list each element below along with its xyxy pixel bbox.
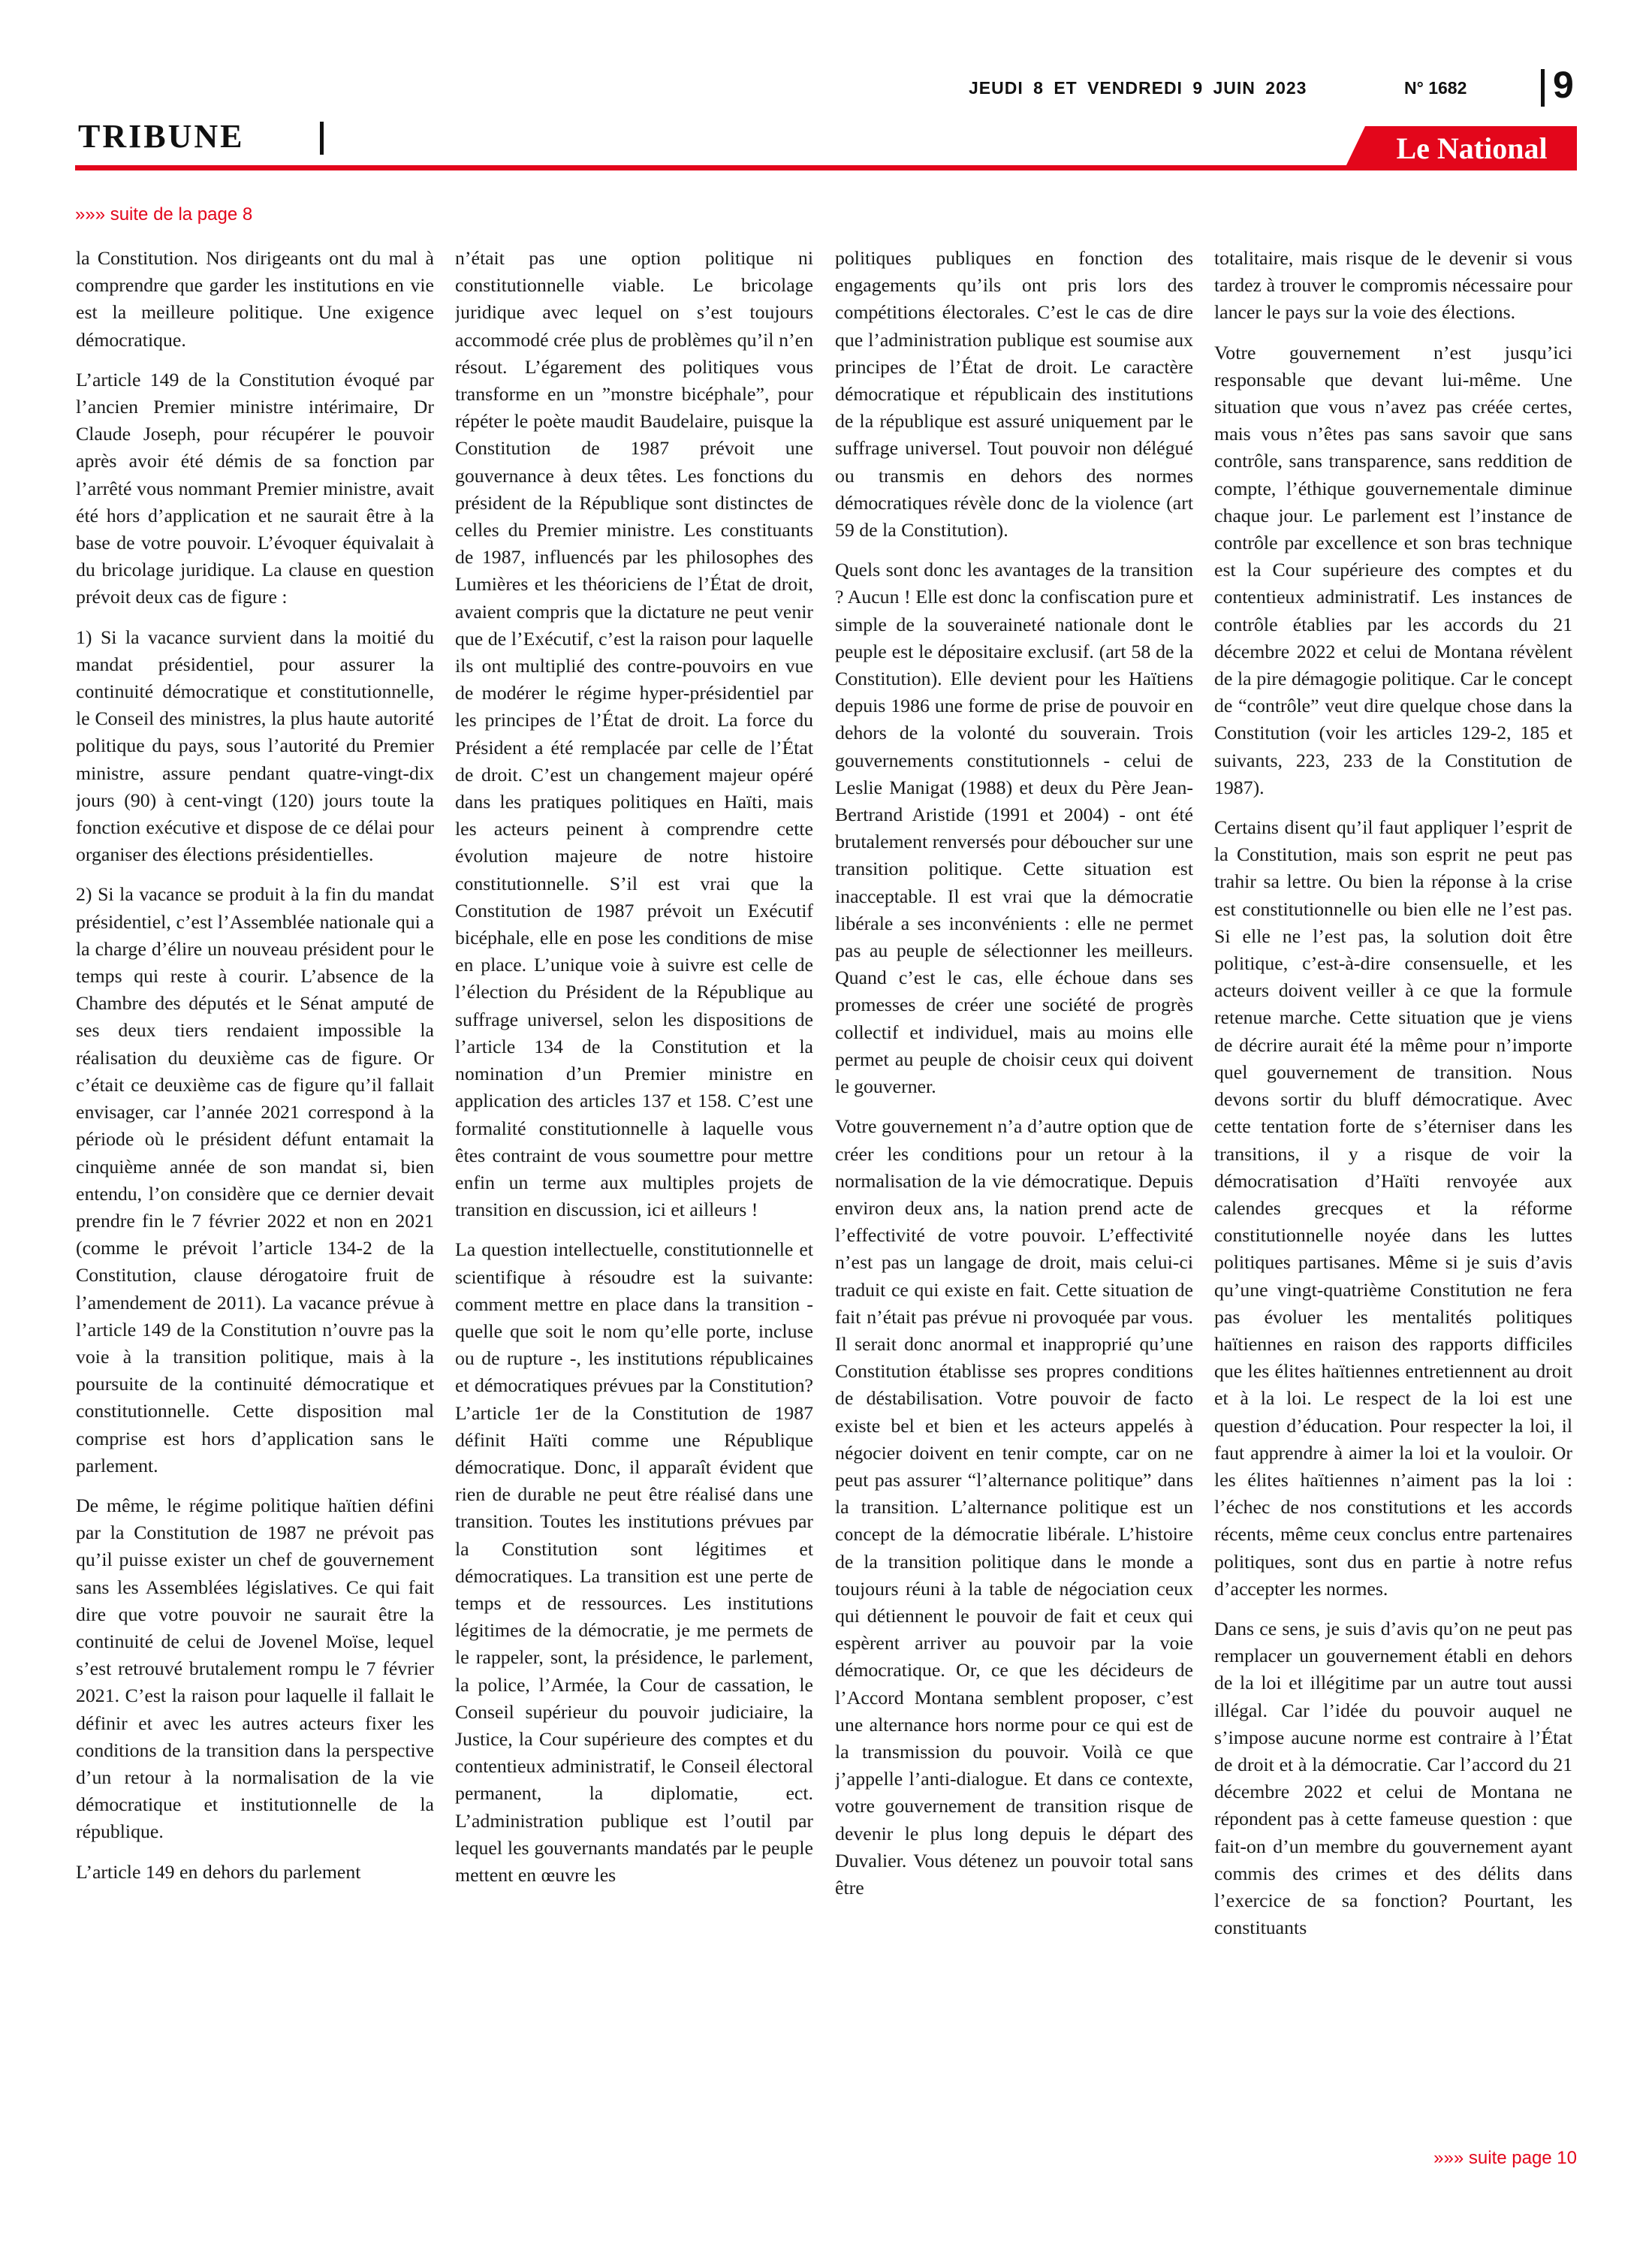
paragraph: L’article 149 en dehors du parlement [76,1860,361,1883]
paragraph: Votre gouvernement n’est jusqu’ici responsable que devant lui-même. Une situation que vous n’avez pas créée certes, mais vous n’êtes pas sans savoir que sans contrôle, sans transparence, sans reddition de compte, l’éthique gouvernementale diminue chaque jour. Le parlement est l’instance de contrôle par excellence et son bras technique est la Cour supérieure des comptes et du contentieux administratif. Les instances de contrôle établies par les accords du 21 décembre 2022 et celui de Montana révèlent de la pire démagogie politique. Car le concept de “contrôle” veut dire quelque chose dans la Constitution (voir les articles 129-2, 185 et suivants, 223, 233 de la Constitution de 1987). [1214,341,1572,798]
paragraph: totalitaire, mais risque de le devenir si vous tardez à trouver le compromis nécessaire pour lancer le pays sur la voie des élections. [1214,247,1572,324]
header-divider [1541,69,1545,107]
paragraph: Certains disent qu’il faut appliquer l’esprit de la Constitution, mais son esprit ne peut pas trahir sa lettre. Ou bien la réponse à la crise est constitutionnelle ou bien elle ne l’est pas. Si elle ne l’est pas, la solution doit être politique, c’est-à-dire consensuelle, et les acteurs doivent veiller à ce que la formule retenue marche. Cette situation que je viens de décrire aurait été la même pour n’importe quel gouvernement de transition. Nous devons sortir du bluff démocratique. Avec cette tentation forte de s’éterniser dans les transitions, il y a risque de voir la démocratisation d’Haïti renvoyée aux calendes grecques et la réforme constitutionnelle noyée dans les luttes politiques partisanes. Même si je suis d’avis qu’une vingt-quatrième Constitution ne fera pas évoluer les mentalités politiques haïtiennes en raison des rapports difficiles que les élites haïtiennes entretiennent au droit et à la loi. Le respect de la loi est une question d’éducation. Pour respecter la loi, il faut apprendre à aimer la loi et la vouloir. Or les élites haïtiennes n’aiment pas la loi : l’échec de nos constitutions et les accords récents, même ceux conclus entre partenaires politiques, sont dus en partie à notre refus d’accepter les normes. [1214,816,1572,1600]
section-title: TRIBUNE [78,118,245,155]
issue-number: N° 1682 [1404,78,1467,98]
paragraph: La question intellectuelle, constitutionnelle et scientifique à résoudre est la suivante: comment mettre en place dans la transition - quelle que soit le nom qu’elle porte, incluse ou de rupture -, les institutions républicaines et démocratiques prévues par la Constitution? L’article 1er de la Constitution de 1987 définit Haïti comme une République démocratique. Donc, il apparaît évident que rien de durable ne peut être réalisé dans une transition. Toutes les institutions prévues par la Constitution sont légitimes et démocratiques. La transition est une perte de temps et de ressources. Les institutions légitimes de la démocratie, je me permets de le rappeler, sont, la présidence, le parlement, la police, l’Armée, la Cour de cassation, le Conseil supérieur du pouvoir judiciaire, la Justice, la Cour supérieure des comptes et du contentieux administratif, le Conseil électoral permanent, la diplomatie, ect. L’administration publique est l’outil par lequel les gouvernants mandatés par le peuple mettent en œuvre les [455,1238,813,1886]
paragraph: politiques publiques en fonction des engagements qu’ils ont pris lors des compétitions électorales. C’est le cas de dire que l’administration publique est soumise aux principes de l’État de droit. Le caractère démocratique et républicain des institutions de la république est assuré uniquement par le suffrage universel. Tout pouvoir non délégué ou transmis en dehors des normes démocratiques révèle donc de la violence (art 59 de la Constitution). [835,247,1193,541]
brand-name: Le National [1396,131,1548,165]
article-column-4 [1214,245,1572,2141]
issue-date: JEUDI 8 ET VENDREDI 9 JUIN 2023 [969,78,1307,98]
section-divider [320,122,324,155]
paragraph: L’article 149 de la Constitution évoqué par l’ancien Premier ministre intérimaire, Dr Claude Joseph, pour récupérer le pouvoir après avoir été démis de sa fonction par l’arrêté vous nommant Premier ministre, avait été hors d’application et ne saurait être à la base de votre pouvoir. L’évoquer équivalait à du bricolage juridique. La clause en question prévoit deux cas de figure : [76,368,434,608]
paragraph: n’était pas une option politique ni constitutionnelle viable. Le bricolage juridique avec lequel on s’est toujours accommodé crée plus de problèmes qu’il n’en résout. L’égarement des politiques vous transforme en un ”monstre bicéphale”, pour répéter le poète maudit Baudelaire, puisque la Constitution de 1987 prévoit une gouvernance à deux têtes. Les fonctions du président de la République sont distinctes de celles du Premier ministre. Les constituants de 1987, influencés par les philosophes des Lumières et les théoriciens de l’État de droit, avaient compris que la dictature ne peut venir que de l’Exécutif, c’est la raison pour laquelle ils ont multiplié des contre-pouvoirs en vue de modérer le régime hyper-présidentiel par les principes de l’État de droit. La force du Président a été remplacée par celle de l’État de droit. C’est un changement majeur opéré dans les pratiques politiques en Haïti, mais les acteurs peinent à comprendre cette évolution majeure de notre histoire constitutionnelle. S’il est vrai que la Constitution de 1987 prévoit un Exécutif bicéphale, elle en pose les conditions de mise en place. L’unique voie à suivre est celle de l’élection du Président de la République au suffrage universel, selon les dispositions de l’article 134 de la Constitution et la nomination d’un Premier ministre en application des articles 137 et 158. C’est une formalité constitutionnelle à laquelle vous êtes contraint de vous soumettre pour mettre enfin un terme aux multiples projets de transition en discussion, ici et ailleurs ! [455,247,813,1221]
continued-from: »»» suite de la page 8 [75,204,253,225]
article-column-3 [835,245,1193,2141]
paragraph: Votre gouvernement n’a d’autre option que de créer les conditions pour un retour à la normalisation de la vie démocratique. Depuis environ deux ans, la nation prend acte de l’effectivité de votre pouvoir. L’effectivité n’est pas un langage de droit, mais celui-ci traduit ce qui existe en fait. Cette situation de fait n’était pas prévue ni provoquée par vous. Il serait donc anormal et inapproprié qu’une Constitution établisse ses propres conditions de déstabilisation. Votre pouvoir de facto existe bel et bien et les acteurs appelés à négocier doivent en tenir compte, car on ne peut pas assurer “l’alternance politique” dans la transition. L’alternance politique est un concept de la démocratie libérale. L’histoire de la transition politique dans le monde a toujours réuni à la table de négociation ceux qui détiennent le pouvoir de fait et ceux qui espèrent arriver au pouvoir par la voie démocratique. Or, ce que les décideurs de l’Accord Montana semblent proposer, c’est une alternance hors norme pour ce qui est de la transmission du pouvoir. Voilà ce que j’appelle l’anti-dialogue. Et dans ce contexte, votre gouvernement de transition risque de devenir le plus long depuis le départ des Duvalier. Vous détenez un pouvoir total sans être [835,1115,1193,1899]
paragraph: De même, le régime politique haïtien défini par la Constitution de 1987 ne prévoit pas qu’il puisse exister un chef de gouvernement sans les Assemblées législatives. Ce qui fait dire que votre pouvoir ne saurait être la continuité de celui de Jovenel Moïse, lequel s’est retrouvé brutalement rompu le 7 février 2021. C’est la raison pour laquelle il fallait le définir et avec les autres acteurs fixer les conditions de la transition dans la perspective d’un retour à la normalisation de la vie démocratique et institutionnelle de la république. [76,1494,434,1843]
paragraph: la Constitution. Nos dirigeants ont du mal à comprendre que garder les institutions en vie est la meilleure politique. Une exigence démocratique. [76,247,434,351]
paragraph: 2) Si la vacance se produit à la fin du mandat présidentiel, c’est l’Assemblée nationale qui a la charge d’élire un nouveau président pour le temps qui reste à courir. L’absence de la Chambre des députés et le Sénat amputé de ses deux tiers rendaient impossible la réalisation du deuxième cas de figure. Or c’était ce deuxième cas de figure qu’il fallait envisager, car l’année 2021 correspond à la période où le président défunt entamait la cinquième année de son mandat si, bien entendu, l’on considère que ce dernier devait prendre fin le 7 février 2022 et non en 2021 (comme le prévoit l’article 134-2 de la Constitution, clause dérogatoire fruit de l’amendement de 2011). La vacance prévue à l’article 149 de la Constitution n’ouvre pas la voie à la transition politique, mais à la poursuite de la continuité démocratique et constitutionnelle. Cette disposition mal comprise est hors d’application sans le parlement. [76,883,434,1476]
paragraph: Quels sont donc les avantages de la transition ? Aucun ! Elle est donc la confiscation pure et simple de la souveraineté nationale dont le peuple est le dépositaire exclusif. (art 58 de la Constitution). Elle devient pour les Haïtiens depuis 1986 une forme de prise de pouvoir en dehors de la volonté du souverain. Trois gouvernements constitutionnels - celui de Leslie Manigat (1988) et deux du Père Jean-Bertrand Aristide (1991 et 2004) - ont été brutalement renversés pour déboucher sur une transition politique. Cette situation est inacceptable. Il est vrai que la démocratie libérale a ses inconvénients : elle ne permet pas au peuple de sélectionner les meilleurs. Quand c’est le cas, elle échoue dans ses promesses de créer une société de progrès collectif et individuel, mais au moins elle permet au peuple de choisir ceux qui doivent le gouverner. [835,559,1193,1098]
paragraph: 1) Si la vacance survient dans la moitié du mandat présidentiel, pour assurer la continuité démocratique et constitutionnelle, le Conseil des ministres, la plus haute autorité politique du pays, sous l’autorité du Premier ministre, assure pendant quatre-vingt-dix jours (90) à cent-vingt (120) jours toute la fonction exécutive et dispose de ce délai pour organiser des élections présidentielles. [76,626,434,866]
continued-to: »»» suite page 10 [1433,2148,1577,2168]
article-column-1 [76,245,434,2141]
article-column-2 [455,245,813,2141]
page-number: 9 [1553,64,1574,106]
paragraph: Dans ce sens, je suis d’avis qu’on ne peut pas remplacer un gouvernement établi en dehors de la loi et illégitime par un autre tout aussi illégal. Car l’idée du pouvoir auquel ne s’impose aucune norme est contraire à l’État de droit et à la démocratie. Car l’accord du 21 décembre 2022 et celui de Montana ne répondent pas à cette fameuse question : que fait-on d’un membre du gouvernement ayant commis des crimes et des délits dans l’exercice de sa fonction? Pourtant, les constituants [1214,1617,1572,1939]
